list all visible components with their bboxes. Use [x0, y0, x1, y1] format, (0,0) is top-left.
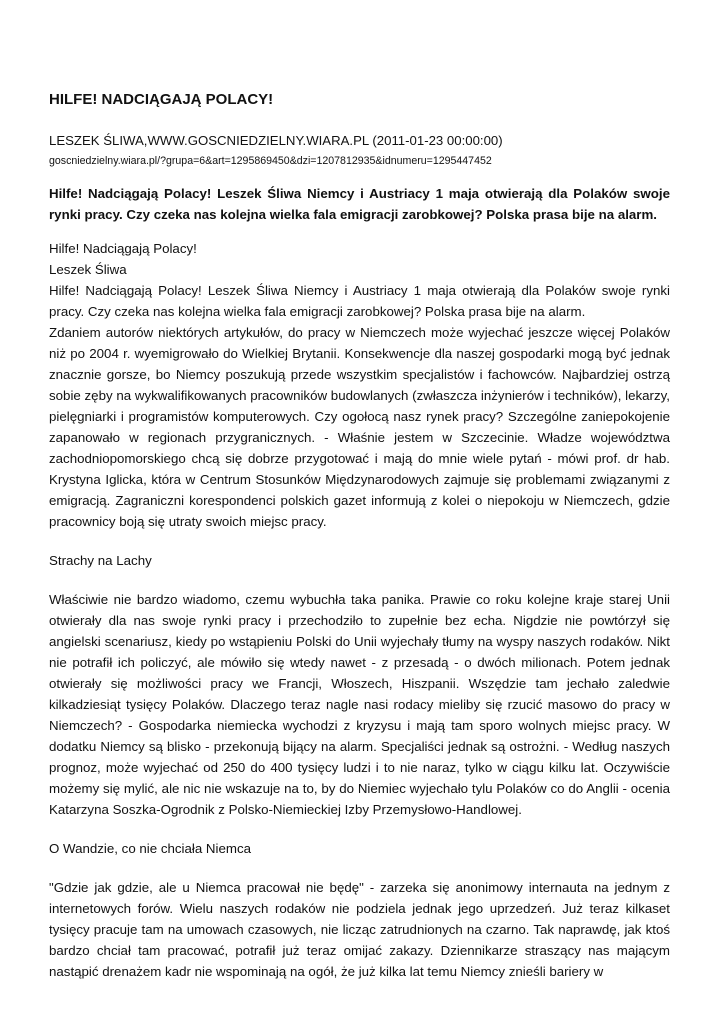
- body-paragraph-1: Hilfe! Nadciągają Polacy! Leszek Śliwa Niemcy i Austriacy 1 maja otwierają dla Polaków swoje rynki pracy. Czy czeka nas kolejna wielka fala emigracji zarobkowej? Polska prasa bije na alarm.: [49, 283, 670, 319]
- article-title: HILFE! NADCIĄGAJĄ POLACY!: [49, 91, 274, 108]
- section-text-2: "Gdzie jak gdzie, ale u Niemca pracował nie będę" - zarzeka się anonimowy internauta na jednym z internetowych forów. Wielu naszych rodaków nie podziela jednak jego uprzedzeń. Już teraz kilkaset tysięcy pracuje tam na umowach czasowych, nie licząc zatrudnionych na czarno. Tak naprawdę, jak ktoś bardzo chciał tam pracować, potrafił już teraz omijać zakazy. Dziennikarze straszący nas mającym nastąpić drenażem kadr nie wspominają na ogół, że już kilka lat temu Niemcy znieśli bariery w: [49, 880, 670, 979]
- article-author-source: LESZEK ŚLIWA,WWW.GOSCNIEDZIELNY.WIARA.PL (2011-01-23 00:00:00): [49, 133, 503, 148]
- intro-author: Leszek Śliwa: [49, 262, 127, 277]
- section-heading-1: Strachy na Lachy: [49, 553, 152, 568]
- section-text-1: Właściwie nie bardzo wiadomo, czemu wybuchła taka panika. Prawie co roku kolejne kraje starej Unii otwierały dla nas swoje rynki pracy i przechodziło to zupełnie bez echa. Nigdzie nie powtórzył się angielski scenariusz, kiedy po wstąpieniu Polski do Unii wyjechały tłumy na wyspy naszych rodaków. Nikt nie potrafił ich policzyć, ale mówiło się wtedy nawet - z przesadą - o dwóch milionach. Potem jednak otwierały się możliwości pracy we Francji, Włoszech, Hiszpanii. Wszędzie tam jechało zaledwie kilkadziesiąt tysięcy Polaków. Dlaczego teraz nagle nasi rodacy mieliby się rzucić masowo do pracy w Niemczech? - Gospodarka niemiecka wychodzi z kryzysu i mają tam sporo wolnych miejsc pracy. W dodatku Niemcy są blisko - przekonują bijący na alarm. Specjaliści jednak są ostrożni. - Według naszych prognoz, może wyjechać od 250 do 400 tysięcy ludzi i to nie naraz, tylko w ciągu kilku lat. Oczywiście możemy się mylić, ale nic nie wskazuje na to, by do Niemiec wyjechało tylu Polaków co do Anglii - ocenia Katarzyna Soszka-Ogrodnik z Polsko-Niemieckiej Izby Przemysłowo-Handlowej.: [49, 592, 670, 817]
- document-page: [49, 90, 670, 982]
- intro-title: Hilfe! Nadciągają Polacy!: [49, 241, 197, 256]
- section-heading-2: O Wandzie, co nie chciała Niemca: [49, 841, 251, 856]
- body-paragraph-2: Zdaniem autorów niektórych artykułów, do pracy w Niemczech może wyjechać jeszcze więcej Polaków niż po 2004 r. wyemigrowało do Wielkiej Brytanii. Konsekwencje dla naszej gospodarki mogą być jednak znacznie gorsze, bo Niemcy poszukują przede wszystkim specjalistów i fachowców. Najbardziej ostrzą sobie zęby na wykwalifikowanych pracowników budowlanych (zwłaszcza inżynierów i techników), lekarzy, pielęgniarki i programistów komputerowych. Czy ogołocą nasz rynek pracy? Szczególne zaniepokojenie zapanowało w regionach przygranicznych. - Właśnie jestem w Szczecinie. Władze województwa zachodniopomorskiego chcą się dobrze przygotować i mają do mnie wiele pytań - mówi prof. dr hab. Krystyna Iglicka, która w Centrum Stosunków Międzynarodowych zajmuje się problemami związanymi z emigracją. Zagraniczni korespondenci polskich gazet informują z kolei o niepokoju w Niemczech, gdzie pracownicy boją się utraty swoich miejsc pracy.: [49, 325, 670, 529]
- article-lead: Hilfe! Nadciągają Polacy! Leszek Śliwa Niemcy i Austriacy 1 maja otwierają dla Polaków swoje rynki pracy. Czy czeka nas kolejna wielka fala emigracji zarobkowej? Polska prasa bije na alarm.: [49, 186, 670, 222]
- article-url: goscniedzielny.wiara.pl/?grupa=6&art=1295869450&dzi=1207812935&idnumeru=1295447452: [49, 155, 492, 167]
